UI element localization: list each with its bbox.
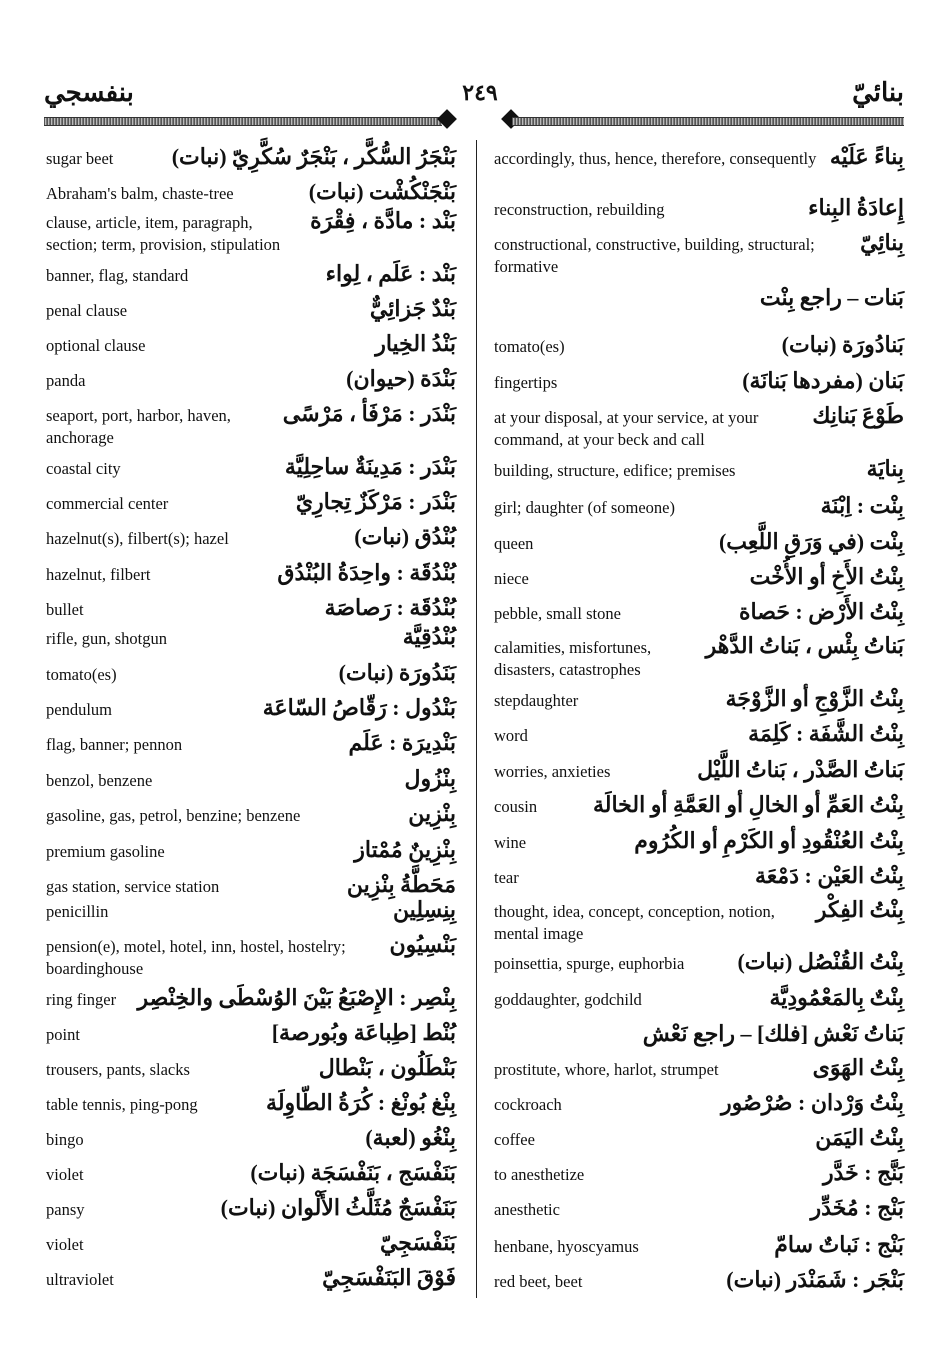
- entry-translation-english: pansy: [46, 1200, 85, 1219]
- entry-headword-arabic: بَنْطَلُون ، بَنْطال: [318, 1055, 456, 1080]
- entry-translation-english: tomato(es): [46, 665, 117, 684]
- entry-headword-arabic: بِنْتُ الأَرْض : حَصاة: [739, 599, 904, 624]
- entry-translation-english: rifle, gun, shotgun: [46, 629, 167, 648]
- entry-headword-arabic: بِنْصِر : الإِصْبَعُ بَيْنَ الوُسْطَى والخِنْصِر: [137, 985, 456, 1010]
- entry-headword-arabic: بِنْتُ الأَخِ أو الأُخْت: [749, 564, 904, 589]
- entry-translation-english: fingertips: [494, 373, 558, 392]
- entry-translation-english: clause, article, item, paragraph, section; term, provision, stipulation: [46, 213, 281, 254]
- entry-translation-english: pebble, small stone: [494, 604, 621, 623]
- entry-translation-english: thought, idea, concept, conception, notion, mental image: [494, 902, 775, 943]
- header-rule-right: [512, 117, 904, 126]
- entry-headword-arabic: بِنْتُ الزَّوْجِ أو الزَّوْجَة: [725, 686, 904, 711]
- entry-translation-english: queen: [494, 534, 534, 553]
- entry-headword-arabic: بَناتُ بِئْس ، بَناتُ الدَّهْر: [705, 633, 904, 658]
- entry-translation-english: tomato(es): [494, 337, 565, 356]
- guide-word-left: بنفسجي: [44, 78, 134, 107]
- column-divider: [476, 140, 477, 1298]
- entry-headword-arabic: بِنْت (في وَرَقِ اللَّعِب): [718, 529, 904, 554]
- header-rule-left: [44, 117, 442, 126]
- entry-headword-arabic: بَنْدَر : مَرْفَأ ، مَرْسًى: [282, 401, 456, 426]
- entry-translation-english: benzol, benzene: [46, 771, 153, 790]
- entry-headword-arabic: بُنْط [طِباعَة وبُورصة]: [271, 1020, 456, 1045]
- entry-headword-arabic: بَنْجَر : شَمَنْدَر (نبات): [726, 1267, 904, 1292]
- entry-translation-english: gas station, service station: [46, 877, 220, 896]
- entry-translation-english: commercial center: [46, 494, 169, 513]
- entry-headword-arabic: بَنْسِيُون: [389, 932, 456, 957]
- entry-translation-english: worries, anxieties: [494, 762, 611, 781]
- entry-translation-english: wine: [494, 833, 527, 852]
- entry-translation-english: constructional, constructive, building, structural; formative: [494, 235, 815, 276]
- entry-headword-arabic: فَوْقَ البَنَفْسَجِيّ: [322, 1265, 456, 1290]
- entry-headword-arabic: بَنْجَنْكُشْت (نبات): [308, 179, 456, 204]
- entry-translation-english: accordingly, thus, hence, therefore, consequently: [494, 149, 817, 168]
- entry-translation-english: poinsettia, spurge, euphorbia: [494, 954, 685, 973]
- entry-translation-english: panda: [46, 371, 86, 390]
- entry-headword-arabic: بُنْدُقَة : رَصاصَة: [324, 595, 456, 620]
- entry-translation-english: trousers, pants, slacks: [46, 1060, 190, 1079]
- entry-headword-arabic: بَنْد : عَلَم ، لِواء: [325, 261, 456, 286]
- entry-headword-arabic: بِنْتُ العَمِّ أو الخالِ أو العَمَّةِ أو الخالَة: [592, 792, 904, 817]
- entry-translation-english: penal clause: [46, 301, 128, 320]
- entry-headword-arabic: بِنْتُ الشَّفَة : كَلِمَة: [748, 721, 904, 746]
- entry-translation-english: bingo: [46, 1130, 84, 1149]
- entry-headword-arabic: بَنْدَر : مَدِينَةٌ ساحِلِيَّة: [284, 454, 456, 479]
- entry-headword-arabic: بِنائِيّ: [860, 230, 904, 255]
- entry-translation-english: anesthetic: [494, 1200, 560, 1219]
- guide-word-right: بنائيّ: [852, 78, 904, 107]
- entry-translation-english: ultraviolet: [46, 1270, 114, 1289]
- entry-translation-english: point: [46, 1025, 80, 1044]
- entry-headword-arabic: بَنْج : مُخَدِّر: [810, 1195, 904, 1220]
- entry-headword-arabic: بَنْد : مادَّة ، فِقْرَة: [310, 208, 456, 233]
- entry-translation-english: gasoline, gas, petrol, benzine; benzene: [46, 806, 301, 825]
- entry-headword-arabic: بِنْتُ الهَوَى: [812, 1055, 904, 1080]
- entry-translation-english: cockroach: [494, 1095, 562, 1114]
- entry-translation-english: at your disposal, at your service, at your command, at your beck and call: [494, 408, 759, 449]
- entry-translation-english: banner, flag, standard: [46, 266, 189, 285]
- entry-headword-arabic: بِنايَة: [866, 456, 904, 481]
- entry-translation-english: henbane, hyoscyamus: [494, 1237, 639, 1256]
- entry-translation-english: pendulum: [46, 700, 112, 719]
- entry-headword-arabic: بَنْدٌ جَزائِيٌّ: [369, 296, 456, 321]
- entry-headword-arabic: بِناءً عَلَيْه: [829, 144, 904, 169]
- entry-headword-arabic: بَنادُورَة (نبات): [781, 332, 904, 357]
- entry-headword-arabic: بَنَفْسَجٌ مُثَلَّثُ الأَلْوان (نبات): [220, 1195, 456, 1220]
- entry-headword-arabic: بُنْدُقَة : واحِدَةُ البُنْدُق: [277, 560, 456, 585]
- entry-translation-english: goddaughter, godchild: [494, 990, 642, 1009]
- entry-headword-arabic: بِنْتُ وَرْدان : صُرْصُور: [721, 1090, 904, 1115]
- entry-translation-english: optional clause: [46, 336, 146, 355]
- entry-headword-arabic: بِنْغ بُونْغ : كُرَةُ الطّاوِلَة: [266, 1090, 456, 1115]
- entry-translation-english: to anesthetize: [494, 1165, 585, 1184]
- entry-headword-arabic: بِنْتُ العُنْقُودِ أو الكَرْمِ أو الكُرُوم: [634, 828, 904, 853]
- entry-headword-arabic: بَنات – راجع بِنْت: [759, 285, 904, 310]
- entry-headword-arabic: إِعادَةُ البِناء: [808, 195, 904, 220]
- entry-translation-english: niece: [494, 569, 529, 588]
- entry-translation-english: ring finger: [46, 990, 117, 1009]
- entry-translation-english: violet: [46, 1165, 84, 1184]
- page-number: ٢٤٩: [462, 80, 498, 105]
- entry-headword-arabic: بَنْدَر : مَرْكَزٌ تِجارِيّ: [295, 489, 456, 514]
- entry-translation-english: Abraham's balm, chaste-tree: [46, 184, 234, 203]
- entry-headword-arabic: بُنْدُق (نبات): [354, 524, 456, 549]
- entry-headword-arabic: بُنْدُقِيَّة: [402, 624, 456, 649]
- entry-translation-english: bullet: [46, 600, 84, 619]
- entry-headword-arabic: بَنْدُ الخِيار: [375, 331, 456, 356]
- entry-headword-arabic: بِنْتُ العَيْن : دَمْعَة: [755, 863, 904, 888]
- entry-headword-arabic: بِنِسِلِين: [392, 897, 456, 922]
- entry-translation-english: girl; daughter (of someone): [494, 498, 675, 517]
- entry-headword-arabic: بِنْغُو (لعبة): [365, 1125, 456, 1150]
- entry-headword-arabic: بِنْتُ القُنْصُل (نبات): [737, 949, 904, 974]
- entry-translation-english: hazelnut, filbert: [46, 565, 151, 584]
- entry-translation-english: sugar beet: [46, 149, 114, 168]
- entry-translation-english: coastal city: [46, 459, 121, 478]
- entry-headword-arabic: بَنَفْسَجِيّ: [379, 1230, 456, 1255]
- entry-headword-arabic: بَنْدِيرَة : عَلَم: [348, 730, 456, 755]
- entry-translation-english: coffee: [494, 1130, 535, 1149]
- entry-translation-english: seaport, port, harbor, haven, anchorage: [46, 406, 231, 447]
- entry-headword-arabic: طَوْعَ بَنانِك: [812, 403, 904, 428]
- entry-headword-arabic: بِنْت : اِبْنَة: [820, 493, 904, 518]
- entry-translation-english: table tennis, ping-pong: [46, 1095, 198, 1114]
- entry-headword-arabic: بِنْتٌ بِالمَعْمُودِيَّة: [769, 985, 904, 1010]
- entry-translation-english: reconstruction, rebuilding: [494, 200, 665, 219]
- entry-translation-english: building, structure, edifice; premises: [494, 461, 736, 480]
- entry-headword-arabic: بَنان (مفردها بَنانَة): [742, 368, 904, 393]
- entry-headword-arabic: بَنْجَرُ السُّكَّر ، بَنْجَرٌ سُكَّرِيّ (نبات): [171, 144, 456, 169]
- entry-headword-arabic: بَنْدَة (حيوان): [346, 366, 456, 391]
- entry-translation-english: red beet, beet: [494, 1272, 583, 1291]
- entry-headword-arabic: بَنَّج : خَدَّر: [822, 1160, 904, 1185]
- entry-headword-arabic: بِنْتُ الفِكْر: [815, 897, 904, 922]
- entry-translation-english: pension(e), motel, hotel, inn, hostel, hostelry; boardinghouse: [46, 937, 346, 978]
- entry-translation-english: word: [494, 726, 528, 745]
- entry-translation-english: stepdaughter: [494, 691, 579, 710]
- entry-headword-arabic: بِنْزُول: [404, 766, 456, 791]
- entry-translation-english: cousin: [494, 797, 538, 816]
- entry-headword-arabic: بَناتُ نَعْش [فلك] – راجع نَعْش: [642, 1021, 904, 1046]
- entry-translation-english: hazelnut(s), filbert(s); hazel: [46, 529, 229, 548]
- entry-headword-arabic: بَنَفْسَج ، بَنَفْسَجَة (نبات): [250, 1160, 456, 1185]
- entry-headword-arabic: بِنْزِين: [408, 801, 456, 826]
- entry-translation-english: tear: [494, 868, 519, 887]
- entry-translation-english: flag, banner; pennon: [46, 735, 183, 754]
- entry-translation-english: prostitute, whore, harlot, strumpet: [494, 1060, 719, 1079]
- entry-translation-english: premium gasoline: [46, 842, 165, 861]
- entry-headword-arabic: بَنْج : نَباتٌ سامّ: [774, 1232, 904, 1257]
- entry-translation-english: calamities, misfortunes, disasters, catastrophes: [494, 638, 652, 679]
- entry-headword-arabic: بَنْدُول : رَقّاصُ السّاعَة: [262, 695, 456, 720]
- entry-headword-arabic: بِنْزِينٌ مُمْتاز: [354, 837, 456, 862]
- entry-headword-arabic: بَنَدُورَة (نبات): [338, 660, 456, 685]
- entry-translation-english: penicillin: [46, 902, 109, 921]
- entry-headword-arabic: مَحَطَّةُ بِنْزِين: [346, 872, 456, 897]
- entry-headword-arabic: بَناتُ الصَّدْر ، بَناتُ اللَّيْل: [697, 757, 904, 782]
- entry-headword-arabic: بِنْتُ اليَمَن: [815, 1125, 904, 1150]
- entry-translation-english: violet: [46, 1235, 84, 1254]
